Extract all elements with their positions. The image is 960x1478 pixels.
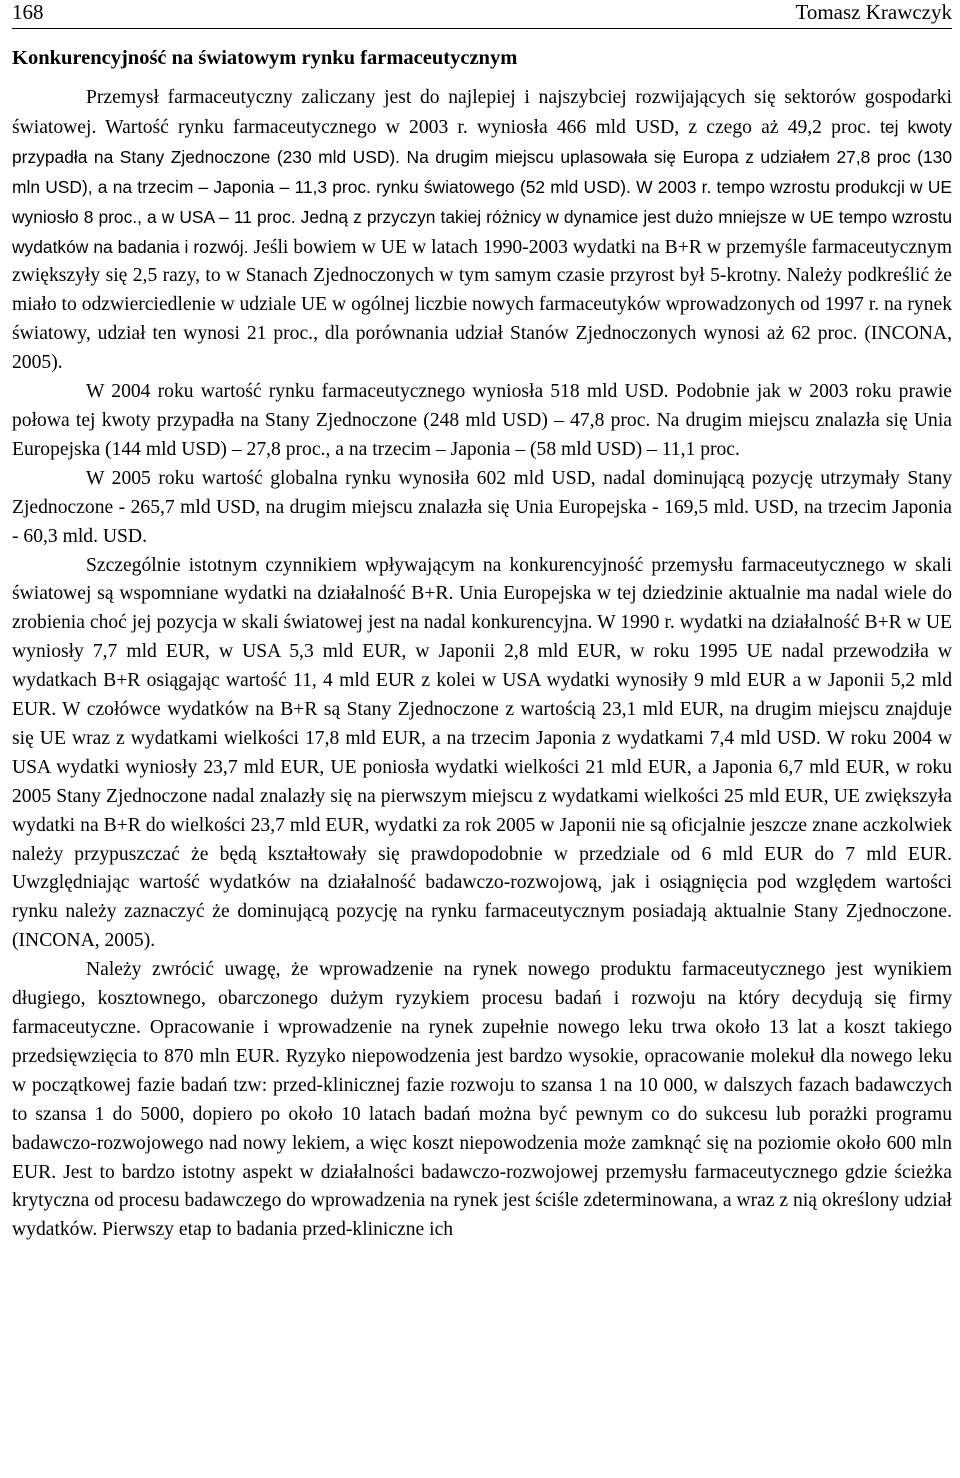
body-text: [12, 84, 952, 1245]
paragraph-segment: tej kwoty przypadła na Stany Zjednoczone (230 mld USD). Na drugim miejscu uplasowała się Europa z udziałem 27,8 proc (130 mln USD), a na trzecim – Japonia – 11,3 proc. rynku światowego (52 mld USD). W 2003 r. tempo wzrostu produkcji w UE wyniosło 8 proc., a w USA – 11 proc. Jedną z przyczyn takiej różnicy w dynamice jest dużo mniejsze w UE tempo wzrostu wydatków na badania i rozwój.: [12, 116, 952, 257]
paragraph: Szczególnie istotnym czynnikiem wpływającym na konkurencyjność przemysłu farmaceutycznego w skali światowej są wspomniane wydatki na działalność B+R. Unia Europejska w tej dziedzinie aktualnie ma nadal wiele do zrobienia choć jej pozycja w skali światowej jest na nadal konkurencyjna. W 1990 r. wydatki na działalność B+R w UE wyniosły 7,7 mld EUR, w USA 5,3 mld EUR, w Japonii 2,8 mld EUR, w roku 1995 UE nadal przewodziła w wydatkach B+R osiągając wartość 11, 4 mld EUR z kolei w USA wydatki wynosiły 9 mld EUR a w Japonii 5,2 mld EUR. W czołówce wydatków na B+R są Stany Zjednoczone z wartością 23,1 mld EUR, na drugim miejscu znajduje się UE wraz z wydatkami wielkości 17,8 mld EUR, a na trzecim Japonia z wydatkami 7,4 mld USD. W roku 2004 w USA wydatki wyniosły 23,7 mld EUR, UE poniosła wydatki wielkości 21 mld EUR, a Japonia 6,7 mld EUR, w roku 2005 Stany Zjednoczone nadal znalazły się na pierwszym miejscu z wydatkami wielkości 25 mld EUR, UE zwiększyła wydatki na B+R do wielkości 23,7 mld EUR, wydatki za rok 2005 w Japonii nie są oficjalnie jeszcze znane aczkolwiek należy przypuszczać że będą kształtowały się prawdopodobnie w przedziale od 6 mld EUR do 7 mld EUR. Uwzględniając wartość wydatków na działalność badawczo-rozwojową, jak i osiągnięcia pod względem wartości rynku należy zaznaczyć że dominującą pozycję na rynku farmaceutycznym posiadają aktualnie Stany Zjednoczone. (INCONA, 2005).: [12, 554, 952, 952]
header-rule: [12, 28, 952, 29]
paragraph-segment: Jeśli bowiem w UE w latach 1990-2003 wydatki na B+R w przemyśle farmaceutycznym zwiększyły się 2,5 razy, to w Stanach Zjednoczonych w tym samym czasie przyrost był 5-krotny. Należy podkreślić że miało to odzwierciedlenie w udziale UE w ogólnej liczbie nowych farmaceutyków wprowadzonych od 1997 r. na rynek światowy, udział ten wynosi 21 proc., dla porównania udział Stanów Zjednoczonych wynosi aż 62 proc. (INCONA, 2005).: [12, 236, 952, 374]
page-number: 168: [12, 0, 44, 24]
paragraph: Należy zwrócić uwagę, że wprowadzenie na rynek nowego produktu farmaceutycznego jest wynikiem długiego, kosztownego, obarczonego dużym ryzykiem procesu badań i rozwoju na który decydują się firmy farmaceutyczne. Opracowanie i wprowadzenie na rynek zupełnie nowego leku trwa około 13 lat a koszt takiego przedsięwzięcia to 870 mln EUR. Ryzyko niepowodzenia jest bardzo wysokie, opracowanie molekuł dla nowego leku w początkowej fazie badań tzw: przed-klinicznej fazie rozwoju to szansa 1 na 10 000, w dalszych fazach badawczych to szansa 1 do 5000, dopiero po około 10 latach badań można być pewnym co do sukcesu lub porażki programu badawczo-rozwojowego nad nowy lekiem, a więc koszt niepowodzenia może zamknąć się na poziomie około 600 mln EUR. Jest to bardzo istotny aspekt w działalności badawczo-rozwojowej przemysłu farmaceutycznego gdzie ścieżka krytyczna od procesu badawczego do wprowadzenia na rynek jest ściśle zdeterminowana, a wraz z nią określony udział wydatków. Pierwszy etap to badania przed-kliniczne ich: [12, 959, 952, 1241]
section-title: Konkurencyjność na światowym rynku farmaceutycznym: [12, 47, 518, 69]
paragraph: W 2005 roku wartość globalna rynku wynosiła 602 mld USD, nadal dominującą pozycję utrzymały Stany Zjednoczone - 265,7 mld USD, na drugim miejscu znalazła się Unia Europejska - 169,5 mld. USD, na trzecim Japonia - 60,3 mld. USD.: [12, 467, 952, 547]
document-page: [12, 0, 952, 1245]
running-header-author: Tomasz Krawczyk: [795, 0, 952, 24]
paragraph: W 2004 roku wartość rynku farmaceutycznego wyniosła 518 mld USD. Podobnie jak w 2003 roku prawie połowa tej kwoty przypadła na Stany Zjednoczone (248 mld USD) – 47,8 proc. Na drugim miejscu znalazła się Unia Europejska (144 mld USD) – 27,8 proc., a na trzecim – Japonia – (58 mld USD) – 11,1 proc.: [12, 381, 952, 460]
paragraph-segment: Przemysł farmaceutyczny zaliczany jest do najlepiej i najszybciej rozwijających się sektorów gospodarki światowej. Wartość rynku farmaceutycznego w 2003 r. wyniosła 466 mld USD, z czego aż 49,2 proc.: [12, 87, 952, 138]
running-header: [12, 0, 952, 26]
paragraph: [12, 84, 952, 378]
